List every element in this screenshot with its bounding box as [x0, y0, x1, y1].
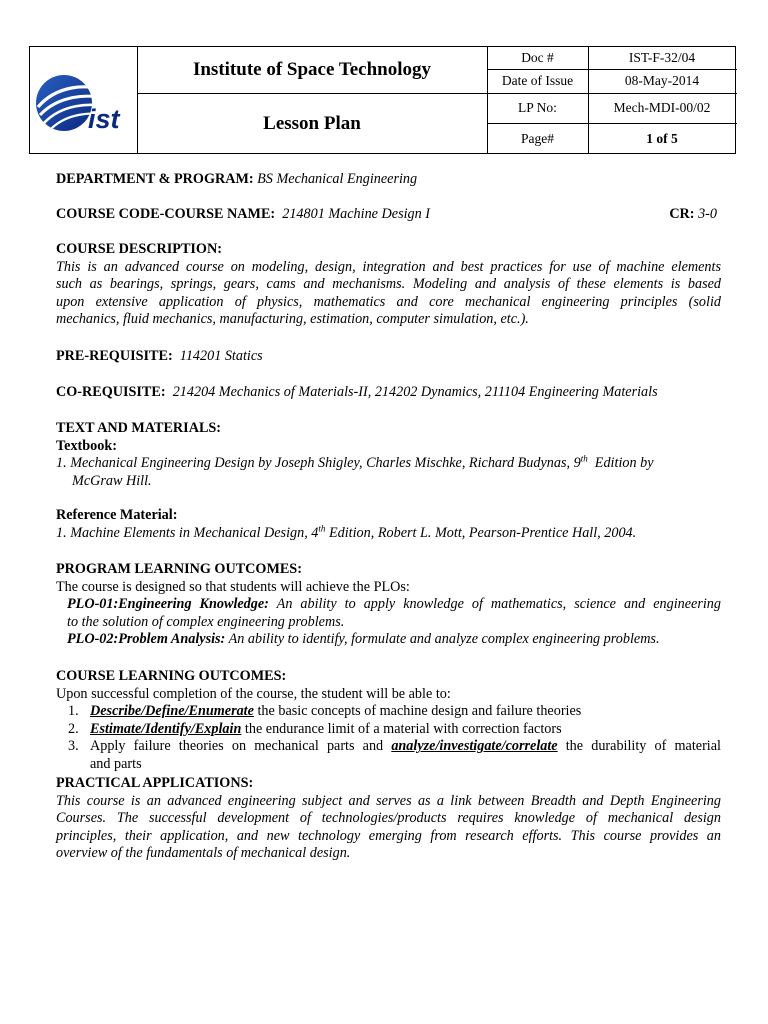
program-learning-outcomes — [56, 561, 721, 649]
clo-verb: analyze/investigate/correlate — [391, 738, 558, 755]
plo-intro: The course is designed so that students will achieve the PLOs: — [56, 578, 410, 595]
cr-label: CR: — [669, 206, 695, 222]
reference-heading: Reference Material: — [56, 507, 178, 523]
materials-heading: TEXT AND MATERIALS: — [56, 420, 222, 436]
clo-verb: Estimate/Identify/Explain — [90, 720, 242, 737]
practical-applications — [56, 775, 721, 863]
lp-number-label: LP No: — [518, 100, 557, 115]
clo-intro: Upon successful completion of the course, the student will be able to: — [56, 685, 451, 702]
ist-logo — [30, 47, 137, 154]
cr-value: 3-0 — [698, 206, 717, 222]
textbook-entry — [56, 455, 721, 473]
logo-text: ist — [88, 104, 120, 134]
lp-number-value: Mech-MDI-00/02 — [613, 100, 711, 115]
plo-label: PLO-02:Problem Analysis: — [67, 631, 226, 648]
plo-item — [56, 596, 721, 631]
header-table — [29, 46, 736, 154]
textbook-entry-cont: McGraw Hill. — [72, 472, 152, 489]
description-line: mechanics, fluid mechanics, manufacturing, estimation, computer simulation, etc.). — [56, 311, 529, 328]
practical-line: Courses. The successful development of technologies/products requires knowledge of mechanical design — [56, 810, 721, 827]
institute-name: Institute of Space Technology — [192, 59, 432, 80]
doc-number-value: IST-F-32/04 — [628, 50, 696, 65]
doc-number-label: Doc # — [521, 50, 554, 65]
plo-text: An ability to apply knowledge of mathematics, science and engineering — [268, 596, 721, 613]
description-line: upon extensive application of physics, mathematics and core mechanical engineering principles (solid — [56, 293, 721, 310]
co-requisite — [56, 384, 721, 402]
reference-material — [56, 507, 721, 542]
plo-heading: PROGRAM LEARNING OUTCOMES: — [56, 561, 302, 577]
practical-line: This course is an advanced engineering subject and serves as a link between Breadth and Depth Engineering — [56, 792, 721, 809]
department-label: DEPARTMENT & PROGRAM: — [56, 171, 254, 187]
text-and-materials — [56, 420, 721, 490]
plo-item — [56, 631, 721, 649]
issue-date-label: Date of Issue — [501, 73, 574, 88]
clo-item — [56, 703, 721, 721]
description-line: such as bearings, springs, gears, cams and mechanisms. Modeling and analysis of these elements is based — [56, 276, 721, 293]
coreq-label: CO-REQUISITE: — [56, 384, 166, 400]
issue-date-value: 08-May-2014 — [624, 73, 700, 88]
description-line: This is an advanced course on modeling, design, integration and best practices for use of machine elements — [56, 258, 721, 275]
page-value: 1 of 5 — [646, 130, 678, 146]
textbook-text: 1. Mechanical Engineering Design by Joseph Shigley, Charles Mischke, Richard Budynas, 9 — [56, 455, 581, 472]
coreq-value: 214204 Mechanics of Materials-II, 214202 Dynamics, 211104 Engineering Materials — [172, 384, 658, 400]
clo-text: and parts — [90, 755, 142, 772]
textbook-text: Edition by — [594, 455, 654, 472]
reference-text: Edition, Robert L. Mott, Pearson-Prentice Hall, 2004. — [325, 524, 637, 541]
practical-heading: PRACTICAL APPLICATIONS: — [56, 775, 254, 791]
clo-text: the endurance limit of a material with correction factors — [241, 720, 562, 737]
department-value: BS Mechanical Engineering — [257, 171, 418, 187]
course-label: COURSE CODE-COURSE NAME: — [56, 206, 276, 222]
prereq-value: 114201 Statics — [179, 348, 263, 364]
department-program — [56, 171, 721, 189]
clo-number: 1. — [68, 703, 79, 720]
clo-heading: COURSE LEARNING OUTCOMES: — [56, 668, 287, 684]
ist-logo-icon — [30, 47, 137, 154]
course-value: 214801 Machine Design I — [282, 206, 430, 222]
plo-label: PLO-01:Engineering Knowledge: — [67, 596, 269, 613]
clo-item — [56, 721, 721, 739]
reference-sup: th — [318, 522, 326, 533]
clo-number: 3. — [68, 738, 79, 755]
course-learning-outcomes — [56, 668, 721, 774]
clo-verb: Describe/Define/Enumerate — [90, 703, 254, 720]
plo-text: An ability to identify, formulate and analyze complex engineering problems. — [225, 631, 660, 648]
document-title: Lesson Plan — [263, 112, 361, 134]
clo-item — [56, 738, 721, 773]
pre-requisite — [56, 348, 721, 366]
description-heading: COURSE DESCRIPTION: — [56, 241, 222, 257]
plo-text: to the solution of complex engineering problems. — [67, 613, 345, 630]
textbook-sup: th — [580, 453, 588, 464]
prereq-label: PRE-REQUISITE: — [56, 348, 173, 364]
practical-line: principles, their application, and new technology emerging from research efforts. This course provides an — [56, 827, 721, 844]
course-code-name — [56, 206, 721, 224]
textbook-heading: Textbook: — [56, 437, 117, 454]
reference-text: 1. Machine Elements in Mechanical Design, 4 — [56, 524, 319, 541]
reference-entry — [56, 522, 721, 543]
clo-text: the basic concepts of machine design and failure theories — [253, 703, 582, 720]
course-description — [56, 241, 721, 329]
clo-number: 2. — [68, 720, 79, 737]
practical-line: overview of the fundamentals of mechanical design. — [56, 845, 351, 862]
clo-text: the durability of material — [557, 738, 721, 755]
clo-text: Apply failure theories on mechanical parts and — [90, 738, 392, 755]
credit-hours — [669, 206, 717, 224]
page-label: Page# — [521, 130, 554, 146]
